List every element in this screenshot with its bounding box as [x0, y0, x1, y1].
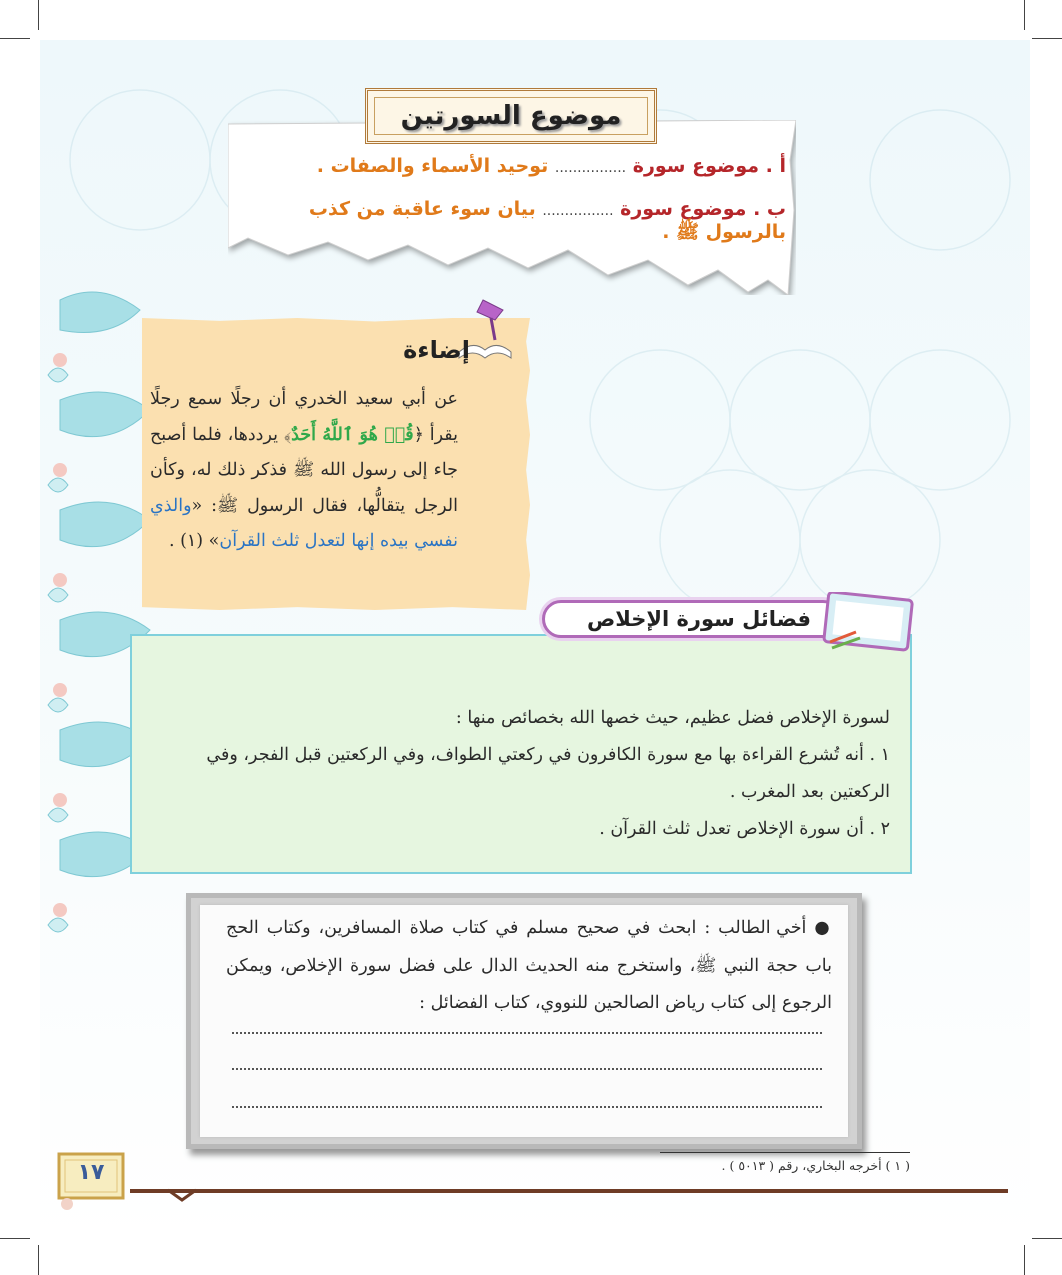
idaa-title: إضاءة	[403, 336, 470, 364]
topic-line-b: ب . موضوع سورة ................ بيان سوء عاقبة من كذب بالرسول ﷺ .	[308, 198, 786, 243]
title-banner	[365, 88, 657, 144]
answer-line[interactable]	[232, 1068, 822, 1070]
topic-line-a: أ . موضوع سورة ................ توحيد الأسماء والصفات .	[316, 155, 786, 177]
virtues-heading-pill	[542, 600, 842, 638]
page-number: ١٧	[77, 1160, 105, 1185]
title-banner-text: موضوع السورتين	[400, 101, 622, 131]
bottom-rule	[130, 1189, 1008, 1193]
task-text: ● أخي الطالب : ابحث في صحيح مسلم في كتاب صلاة المسافرين، وكتاب الحج باب حجة النبي ﷺ، واستخرج منه الحديث الدال على فضل سورة الإخلاص، ويمكن الرجوع إلى كتاب رياض الصالحين للنووي، كتاب الفضائل :	[226, 918, 832, 1013]
crop-mark	[0, 38, 30, 39]
rule-ornament	[168, 1188, 196, 1202]
crop-mark	[1024, 1245, 1025, 1275]
clipboard-icon	[820, 592, 916, 654]
answer-line[interactable]	[232, 1106, 822, 1108]
footnote-rule	[660, 1152, 910, 1153]
footnote: ( ١ ) أخرجه البخاري، رقم ( ٥٠١٣ ) .	[721, 1158, 910, 1173]
idaa-body: عن أبي سعيد الخدري أن رجلًا سمع رجلًا يقرأ ﴿قُلۡ هُوَ ٱللَّهُ أَحَدٌ﴾ يرددها، فلما أصبح جاء إلى رسول الله ﷺ فذكر ذلك له، وكأن الرجل يتقالُّها، فقال الرسول ﷺ: «والذي نفسي بيده إنها لتعدل ثلث القرآن» (١) .	[150, 389, 458, 551]
hadith-text: والذي نفسي بيده إنها لتعدل ثلث القرآن	[150, 495, 458, 551]
virtues-intro: لسورة الإخلاص فضل عظيم، حيث خصها الله بخصائص منها :	[455, 708, 890, 728]
answer-line[interactable]	[232, 1032, 822, 1034]
virtues-heading: فضائل سورة الإخلاص	[587, 607, 812, 631]
crop-mark	[0, 1238, 30, 1239]
verse-text: قُلۡ هُوَ ٱللَّهُ أَحَدٌ	[291, 424, 414, 445]
bullet-icon: ●	[806, 918, 832, 938]
virtues-item-2: ٢ . أن سورة الإخلاص تعدل ثلث القرآن .	[599, 819, 890, 839]
virtues-text	[145, 700, 890, 848]
crop-mark	[1032, 38, 1062, 39]
crop-mark	[1032, 1238, 1062, 1239]
virtues-item-1: ١ . أنه تُشرع القراءة بها مع سورة الكافرون في ركعتي الطواف، وفي الركعتين قبل الفجر، وفي الركعتين بعد المغرب .	[206, 745, 890, 802]
crop-mark	[38, 1245, 39, 1275]
crop-mark	[1024, 0, 1025, 30]
crop-mark	[38, 0, 39, 30]
